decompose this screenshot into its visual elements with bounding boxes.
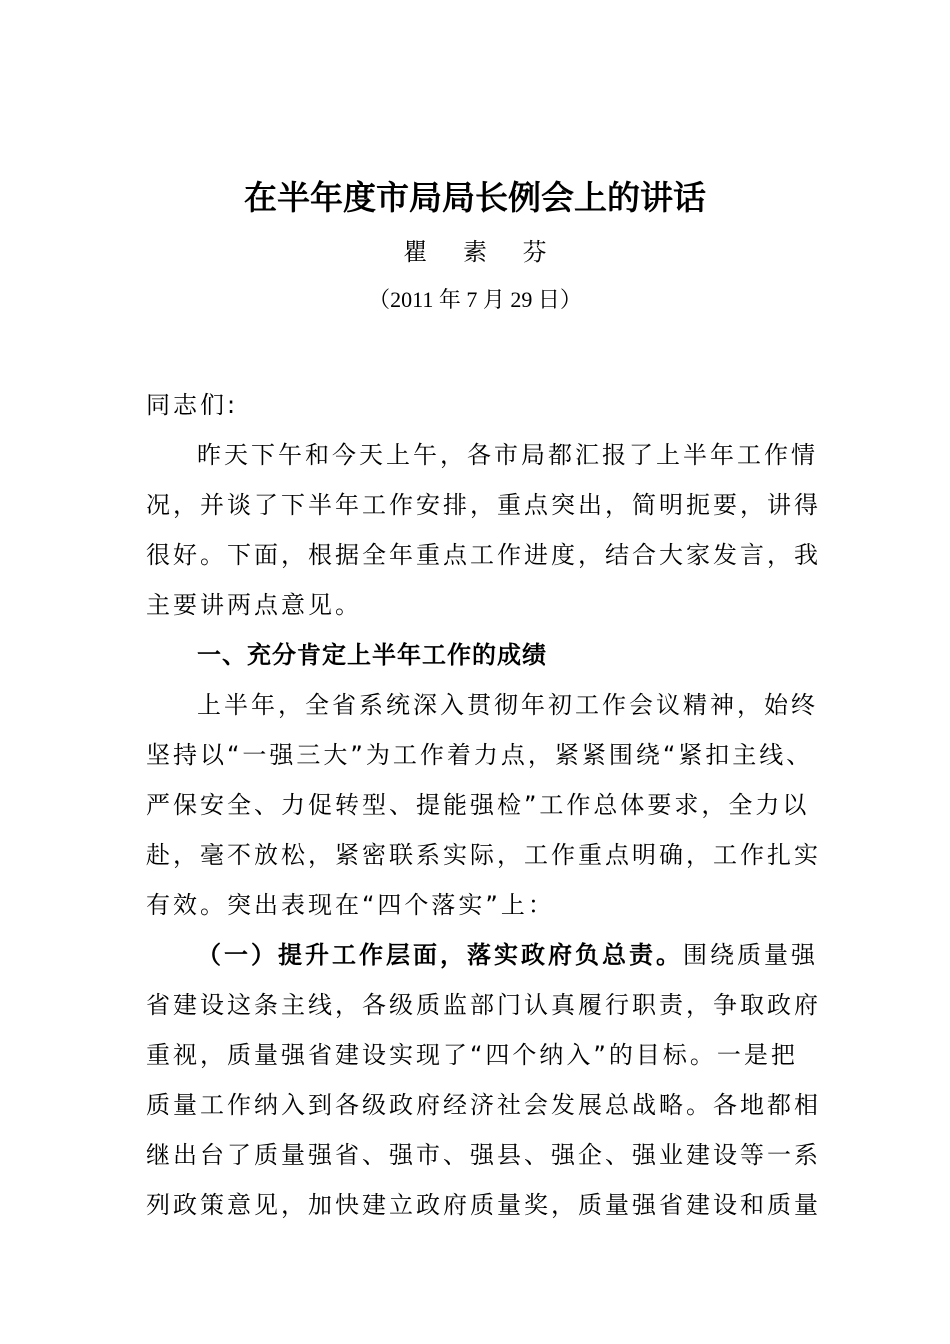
paragraph-line: 重视，质量强省建设实现了“四个纳入”的目标。一是把	[146, 1041, 798, 1069]
paragraph-line: 严保安全、力促转型、提能强检”工作总体要求，全力以	[146, 791, 810, 819]
subsection-first-line	[146, 930, 816, 980]
document-title: 在半年度市局局长例会上的讲话	[244, 178, 706, 217]
speech-date: （2011 年 7 月 29 日）	[368, 287, 582, 312]
paragraph-line: 有效。突出表现在“四个落实”上：	[146, 891, 555, 919]
paragraph-line: 坚持以“一强三大”为工作着力点，紧紧围绕“紧扣主线、	[146, 741, 814, 769]
salutation: 同志们:	[146, 391, 239, 419]
section-heading: 一、充分肯定上半年工作的成绩	[197, 641, 547, 669]
paragraph-line: 赴，毫不放松，紧密联系实际，工作重点明确，工作扎实	[146, 841, 821, 869]
paragraph-line: 昨天下午和今天上午，各市局都汇报了上半年工作情	[197, 441, 818, 469]
paragraph-line: 况，并谈了下半年工作安排，重点突出，简明扼要，讲得	[146, 491, 821, 519]
document-body	[146, 380, 821, 1230]
paragraph-line: 很好。下面，根据全年重点工作进度，结合大家发言，我	[146, 541, 821, 569]
subsection-heading: （一）提升工作层面，落实政府负总责。	[197, 941, 683, 969]
paragraph-line: 质量工作纳入到各级政府经济社会发展总战略。各地都相	[146, 1091, 821, 1119]
paragraph-line: 主要讲两点意见。	[146, 591, 362, 619]
paragraph-line: 列政策意见，加快建立政府质量奖，质量强省建设和质量	[146, 1191, 821, 1219]
subsection-text: 围绕质量强	[683, 941, 818, 969]
author-name: 瞿 素 芬	[403, 238, 561, 266]
paragraph-line: 省建设这条主线，各级质监部门认真履行职责，争取政府	[146, 991, 821, 1019]
paragraph-line: 继出台了质量强省、强市、强县、强企、强业建设等一系	[146, 1141, 821, 1169]
paragraph-line: 上半年，全省系统深入贯彻年初工作会议精神，始终	[197, 691, 818, 719]
